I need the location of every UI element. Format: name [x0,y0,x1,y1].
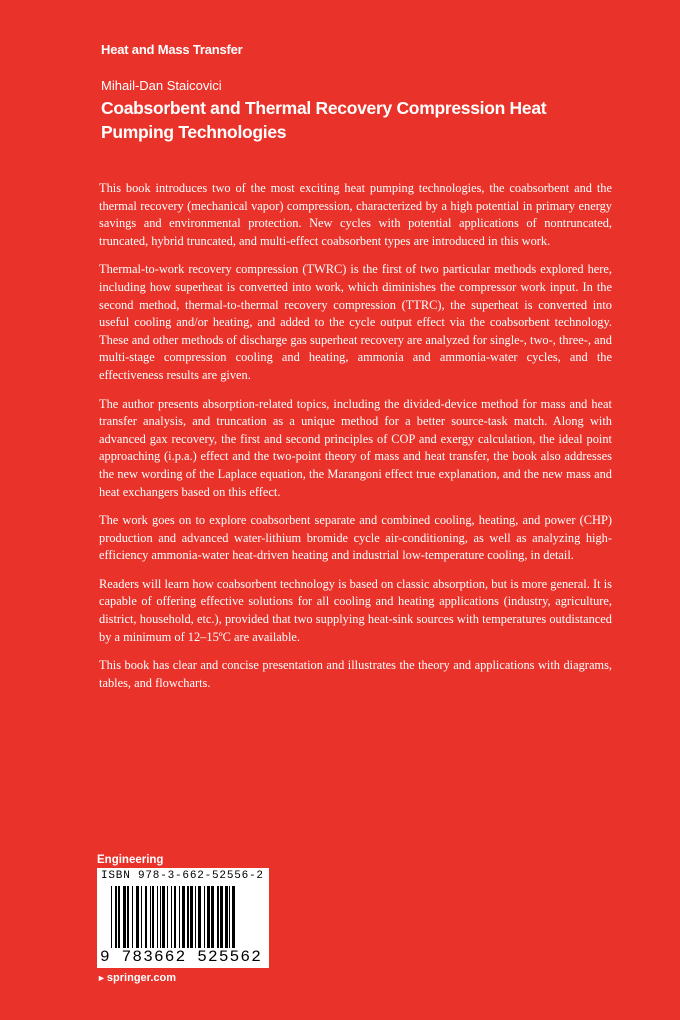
publisher-url: springer.com [106,972,176,984]
barcode-bar [211,886,214,948]
barcode-bar [182,886,185,948]
subject-label: Engineering [97,854,164,866]
barcode-bar [225,886,228,948]
barcode-bar [123,886,126,948]
barcode-bar [167,886,168,948]
paragraph: Readers will learn how coabsorbent technology is based on classic absorption, but is more general. It is capable of offering effective solutions for all cooling and heating applications (industry, agriculture, district, household, etc.), provided that two supplying heat-sink sources with temperatures outdistanced by a minimum of 12–15ºC are available. [99,576,612,644]
barcode-bar [145,886,147,948]
barcode-bar [229,886,230,948]
barcode-icon [111,886,261,948]
barcode-bar [174,886,176,948]
paragraph: This book has clear and concise presentation and illustrates the theory and applications with diagrams, tables, and flowcharts. [99,658,612,690]
barcode-bar [232,886,235,948]
publisher-link[interactable] [97,972,176,984]
barcode-bar [132,886,133,948]
barcode-bar [198,886,201,948]
barcode-bar [207,886,210,948]
book-title: Coabsorbent and Thermal Recovery Compression Heat Pumping Technologies [101,98,547,142]
paragraph: Thermal-to-work recovery compression (TWRC) is the first of two particular methods explored here, including how superheat is converted into work, which diminishes the compressor work input. In the second method, thermal-to-thermal recovery compression (TTRC), the superheat is converted into useful cooling and/or heating, and added to the cycle output effect via the coabsorbent technology. These and other methods of discharge gas superheat recovery are analyzed for single-, two-, three-, and multi-stage compression cooling and heating, ammonia and ammonia-water cycles, and the effectiveness results are given. [99,262,612,382]
arrow-icon: ► [97,973,106,983]
barcode-bar [150,886,151,948]
barcode-bar [141,886,142,948]
barcode-bar [190,886,193,948]
barcode-bar [160,886,161,948]
barcode-bar [111,886,112,948]
ean-digits: 9 783662 525562 [100,948,263,966]
author-name: Mihail-Dan Staicovici [101,78,222,93]
barcode-bar [136,886,139,948]
series-name: Heat and Mass Transfer [101,42,243,57]
barcode-bar [152,886,154,948]
barcode-bar [115,886,117,948]
barcode-bar [187,886,189,948]
paragraph: This book introduces two of the most exciting heat pumping technologies, the coabsorbent and the thermal recovery (mechanical vapor) compression, characterized by a high potential in primary energy savings and environmental protection. New cycles with potential applications of nontruncated, truncated, hybrid truncated, and multi-effect coabsorbent types are introduced in this work. [99,181,612,248]
barcode-bar [162,886,165,948]
barcode-panel [97,868,269,968]
barcode-bar [220,886,223,948]
barcode-bar [157,886,158,948]
barcode-bar [217,886,219,948]
barcode-bar [171,886,172,948]
barcode-bar [127,886,129,948]
description [99,180,612,703]
isbn-text: ISBN 978-3-662-52556-2 [101,870,264,882]
barcode-bar [118,886,120,948]
barcode-bar [204,886,205,948]
paragraph: The author presents absorption-related topics, including the divided-device method for mass and heat transfer analysis, and truncation as a unique method for a better source-task match. Along with advanced gax recovery, the first and second principles of COP and exergy calculation, the ideal point approaching (i.p.a.) effect and the two-point theory of mass and heat transfer, the book also addresses the new wording of the Laplace equation, the Marangoni effect true explanation, and the new mass and heat exchangers based on this effect. [99,396,612,499]
barcode-bar [195,886,196,948]
barcode-bar [179,886,180,948]
paragraph: The work goes on to explore coabsorbent separate and combined cooling, heating, and power (CHP) production and advanced water-lithium bromide cycle air-conditioning, as well as analyzing high-efficiency ammonia-water heat-driven heating and industrial low-temperature cooling, in detail. [99,513,612,563]
